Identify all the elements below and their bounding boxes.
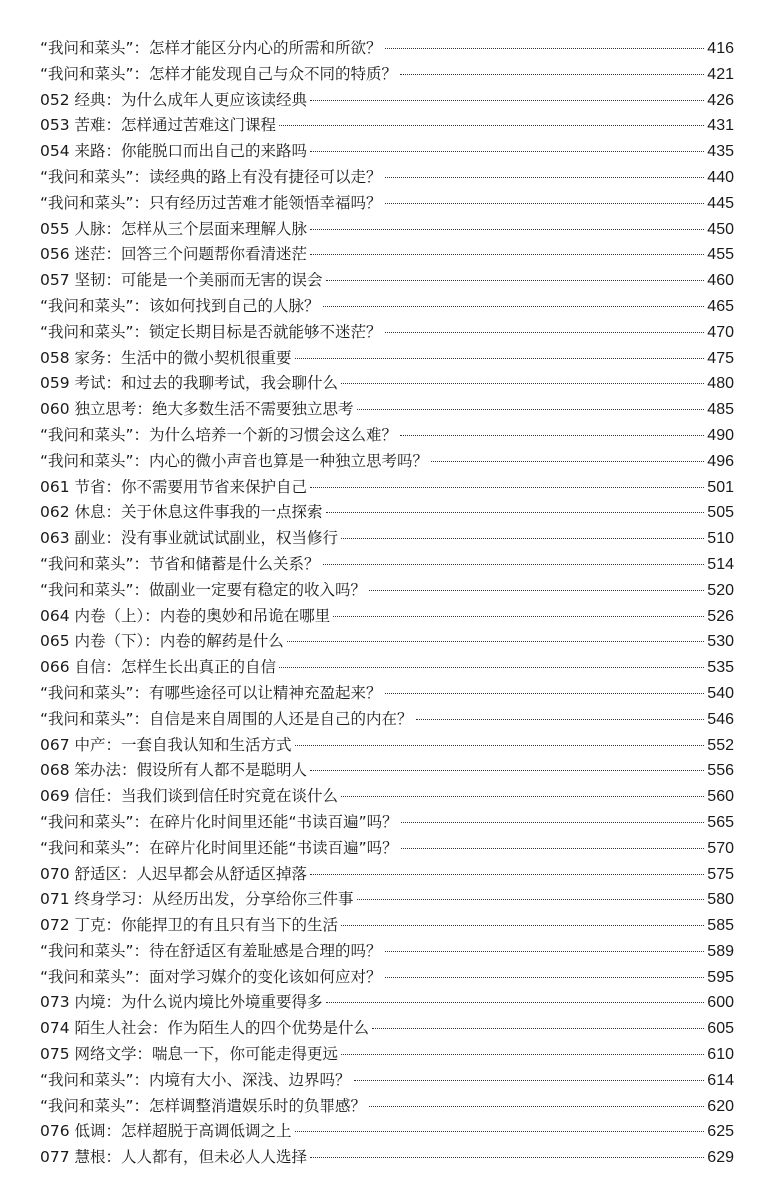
toc-entry-page-number: 460 [707,272,734,290]
toc-entry-title: “我问和菜头”：锁定长期目标是否就能够不迷茫？ [40,322,382,341]
toc-entry-title: “我问和菜头”：只有经历过苦难才能领悟幸福吗？ [40,193,382,212]
dot-leader [310,487,704,488]
dot-leader [279,125,704,126]
toc-entry-title: 074 陌生人社会：作为陌生人的四个优势是什么 [40,1019,370,1038]
toc-entry-page-number: 560 [707,788,734,806]
toc-entry [40,552,734,578]
toc-entry-title: 061 节省：你不需要用节省来保护自己 [40,477,308,496]
toc-entry-page-number: 475 [707,349,734,367]
toc-entry [40,1042,734,1068]
toc-entry [40,1068,734,1094]
toc-entry [40,1119,734,1145]
dot-leader [287,641,705,642]
toc-entry [40,268,734,294]
dot-leader [310,229,704,230]
toc-entry [40,475,734,501]
dot-leader [326,512,705,513]
toc-entry-title: “我问和菜头”：做副业一定要有稳定的收入吗？ [40,580,367,599]
toc-entry [40,88,734,114]
toc-entry-page-number: 620 [707,1097,734,1115]
toc-entry-title: 054 来路：你能脱口而出自己的来路吗 [40,142,308,161]
dot-leader [401,822,705,823]
toc-entry-title: 055 人脉：怎样从三个层面来理解人脉 [40,219,308,238]
toc-entry-title: 062 休息：关于休息这件事我的一点探索 [40,503,323,522]
toc-entry-page-number: 589 [707,942,734,960]
toc-entry-title: 059 考试：和过去的我聊考试，我会聊什么 [40,374,339,393]
toc-entry [40,62,734,88]
toc-entry [40,139,734,165]
toc-entry-page-number: 595 [707,968,734,986]
dot-leader [310,100,704,101]
toc-entry-title: “我问和菜头”：在碎片化时间里还能“书读百遍”吗？ [40,838,398,857]
toc-entry [40,423,734,449]
dot-leader [310,1157,704,1158]
toc-entry [40,217,734,243]
toc-entry [40,913,734,939]
toc-entry-title: 057 坚韧：可能是一个美丽而无害的误会 [40,271,323,290]
dot-leader [295,1131,705,1132]
dot-leader [341,1054,704,1055]
dot-leader [323,564,705,565]
dot-leader [310,151,704,152]
dot-leader [326,280,705,281]
toc-entry [40,578,734,604]
toc-entry [40,990,734,1016]
toc-entry-title: “我问和菜头”：待在舒适区有羞耻感是合理的吗？ [40,941,382,960]
toc-entry-page-number: 629 [707,1149,734,1167]
toc-entry-title: 065 内卷（下）：内卷的解药是什么 [40,632,284,651]
dot-leader [431,461,704,462]
toc-entry [40,371,734,397]
toc-entry [40,939,734,965]
toc-entry-page-number: 605 [707,1020,734,1038]
toc-entry-title: 056 迷茫：回答三个问题帮你看清迷茫 [40,245,308,264]
dot-leader [401,848,705,849]
toc-entry-page-number: 445 [707,194,734,212]
toc-entry-page-number: 450 [707,220,734,238]
dot-leader [385,951,705,952]
dot-leader [372,1028,704,1029]
toc-entry-title: “我问和菜头”：怎样调整消遣娱乐时的负罪感？ [40,1096,367,1115]
toc-entry-title: 052 经典：为什么成年人更应该读经典 [40,90,308,109]
dot-leader [400,435,704,436]
toc-entry [40,165,734,191]
toc-entry-page-number: 501 [707,478,734,496]
toc-entry-page-number: 526 [707,607,734,625]
toc-entry-title: “我问和菜头”：读经典的路上有没有捷径可以走？ [40,167,382,186]
toc-entry-page-number: 421 [707,65,734,83]
toc-entry [40,191,734,217]
toc-entry-page-number: 416 [707,40,734,57]
dot-leader [341,538,704,539]
toc-entry-title: 060 独立思考：绝大多数生活不需要独立思考 [40,400,354,419]
dot-leader [341,796,704,797]
dot-leader [385,203,705,204]
dot-leader [369,1106,704,1107]
toc-entry-page-number: 455 [707,246,734,264]
dot-leader [400,74,704,75]
dot-leader [323,306,705,307]
dot-leader [295,358,705,359]
dot-leader [341,383,704,384]
dot-leader [385,332,705,333]
toc-entry-page-number: 490 [707,426,734,444]
toc-entry [40,733,734,759]
toc-entry [40,836,734,862]
toc-entry-page-number: 435 [707,143,734,161]
dot-leader [385,177,705,178]
toc-entry-page-number: 530 [707,633,734,651]
toc-entry-page-number: 610 [707,1046,734,1064]
toc-entry-page-number: 565 [707,813,734,831]
toc-entry-title: 064 内卷（上）：内卷的奥妙和吊诡在哪里 [40,606,331,625]
toc-entry [40,681,734,707]
toc-entry [40,36,734,62]
dot-leader [310,874,704,875]
toc-entry-title: “我问和菜头”：怎样才能区分内心的所需和所欲？ [40,39,382,57]
toc-entry-page-number: 426 [707,91,734,109]
toc-entry-title: 075 网络文学：喘息一下，你可能走得更远 [40,1045,339,1064]
dot-leader [354,1080,705,1081]
toc-entry-page-number: 510 [707,530,734,548]
toc-entry-page-number: 552 [707,736,734,754]
toc-entry [40,346,734,372]
toc-entry-title: 058 家务：生活中的微小契机很重要 [40,348,292,367]
toc-entry [40,629,734,655]
dot-leader [295,745,705,746]
toc-entry-page-number: 585 [707,917,734,935]
dot-leader [279,667,704,668]
dot-leader [385,977,705,978]
toc-entry-title: “我问和菜头”：内境有大小、深浅、边界吗？ [40,1070,351,1089]
toc-entry-page-number: 540 [707,684,734,702]
toc-entry-page-number: 514 [707,555,734,573]
toc-entry [40,294,734,320]
toc-entry-page-number: 625 [707,1123,734,1141]
toc-entry-page-number: 465 [707,297,734,315]
toc-entry-title: 067 中产：一套自我认知和生活方式 [40,735,292,754]
toc-entry-page-number: 535 [707,659,734,677]
toc-entry-page-number: 520 [707,581,734,599]
toc-entry [40,784,734,810]
toc-entry-title: 053 苦难：怎样通过苦难这门课程 [40,116,277,135]
toc-entry-page-number: 546 [707,710,734,728]
toc-entry [40,526,734,552]
toc-entry-title: “我问和菜头”：在碎片化时间里还能“书读百遍”吗？ [40,812,398,831]
toc-entry [40,500,734,526]
dot-leader [310,254,704,255]
toc-entry-page-number: 600 [707,994,734,1012]
dot-leader [357,899,705,900]
toc-entry-title: “我问和菜头”：该如何找到自己的人脉？ [40,296,320,315]
toc-entry [40,1145,734,1171]
toc-entry-title: “我问和菜头”：有哪些途径可以让精神充盈起来？ [40,683,382,702]
dot-leader [369,590,704,591]
toc-entry [40,965,734,991]
dot-leader [310,770,704,771]
toc-entry-page-number: 496 [707,452,734,470]
toc-entry [40,397,734,423]
toc-entry-page-number: 485 [707,401,734,419]
dot-leader [357,409,705,410]
toc-entry-page-number: 556 [707,762,734,780]
toc-entry-title: “我问和菜头”：面对学习媒介的变化该如何应对？ [40,967,382,986]
dot-leader [385,693,705,694]
toc-entry-title: 070 舒适区：人迟早都会从舒适区掉落 [40,864,308,883]
toc-entry-title: 066 自信：怎样生长出真正的自信 [40,658,277,677]
toc-entry [40,242,734,268]
dot-leader [333,616,704,617]
toc-entry-page-number: 470 [707,323,734,341]
toc-entry-title: “我问和菜头”：节省和储蓄是什么关系？ [40,554,320,573]
toc-entry-title: “我问和菜头”：自信是来自周围的人还是自己的内在？ [40,709,413,728]
toc-entry-page-number: 440 [707,168,734,186]
dot-leader [326,1002,705,1003]
table-of-contents [40,36,734,1171]
dot-leader [341,925,704,926]
toc-entry-page-number: 614 [707,1071,734,1089]
toc-entry-title: 076 低调：怎样超脱于高调低调之上 [40,1122,292,1141]
toc-entry-title: “我问和菜头”：为什么培养一个新的习惯会这么难？ [40,425,398,444]
toc-entry-title: 077 慧根：人人都有，但未必人人选择 [40,1148,308,1167]
toc-entry-page-number: 480 [707,375,734,393]
dot-leader [416,719,705,720]
toc-entry [40,604,734,630]
toc-entry [40,1094,734,1120]
toc-entry [40,758,734,784]
toc-entry-page-number: 570 [707,839,734,857]
toc-entry [40,320,734,346]
toc-entry-title: “我问和菜头”：内心的微小声音也算是一种独立思考吗？ [40,451,429,470]
toc-entry [40,655,734,681]
toc-entry-page-number: 431 [707,117,734,135]
dot-leader [385,48,705,49]
toc-entry [40,449,734,475]
toc-entry-page-number: 580 [707,891,734,909]
toc-entry [40,887,734,913]
toc-entry-title: 063 副业：没有事业就试试副业，权当修行 [40,529,339,548]
toc-entry-title: 072 丁克：你能捍卫的有且只有当下的生活 [40,916,339,935]
toc-entry-page-number: 575 [707,865,734,883]
toc-entry [40,1016,734,1042]
toc-entry-title: 071 终身学习：从经历出发，分享给你三件事 [40,890,354,909]
toc-entry-title: 073 内境：为什么说内境比外境重要得多 [40,993,323,1012]
toc-entry [40,810,734,836]
toc-entry-title: 069 信任：当我们谈到信任时究竟在谈什么 [40,787,339,806]
toc-entry-page-number: 505 [707,504,734,522]
toc-entry [40,862,734,888]
toc-entry [40,707,734,733]
toc-entry-title: 068 笨办法：假设所有人都不是聪明人 [40,761,308,780]
toc-entry [40,113,734,139]
toc-entry-title: “我问和菜头”：怎样才能发现自己与众不同的特质？ [40,64,398,83]
